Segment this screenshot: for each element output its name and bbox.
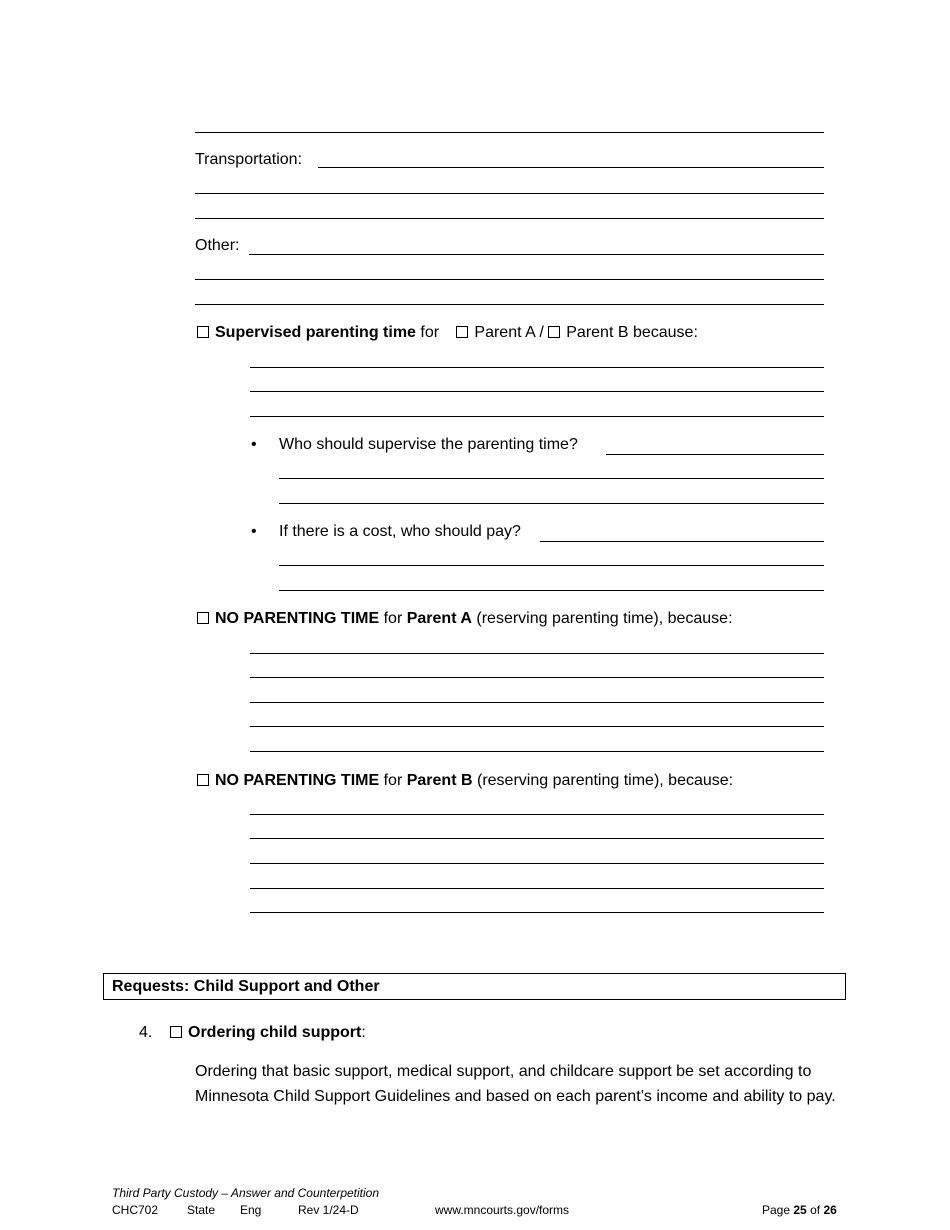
no-parenting-b-parent: Parent B xyxy=(406,772,473,789)
footer-code: CHC702 xyxy=(112,1203,159,1217)
blank-line[interactable] xyxy=(195,132,824,133)
supervisor-input-line[interactable] xyxy=(606,454,824,455)
blank-line[interactable] xyxy=(250,863,824,864)
transportation-input-line[interactable] xyxy=(318,167,824,168)
no-parenting-a-checkbox[interactable] xyxy=(197,612,209,624)
no-parenting-b-checkbox[interactable] xyxy=(197,774,209,786)
blank-line[interactable] xyxy=(250,653,824,654)
no-parenting-a-row xyxy=(197,609,733,629)
blank-line[interactable] xyxy=(279,590,824,591)
parent-b-because-label: Parent B because: xyxy=(566,324,698,341)
no-parenting-a-for: for xyxy=(383,610,403,627)
blank-line[interactable] xyxy=(195,218,824,219)
blank-line[interactable] xyxy=(250,888,824,889)
parent-b-checkbox[interactable] xyxy=(548,326,560,338)
blank-line[interactable] xyxy=(250,677,824,678)
blank-line[interactable] xyxy=(250,838,824,839)
child-support-colon: : xyxy=(361,1024,366,1041)
blank-line[interactable] xyxy=(250,416,824,417)
no-parenting-a-reason: (reserving parenting time), because: xyxy=(476,610,733,627)
child-support-title: Ordering child support xyxy=(188,1024,362,1041)
parent-a-label: Parent A / xyxy=(474,324,544,341)
other-input-line[interactable] xyxy=(249,254,824,255)
footer-page-number: 25 xyxy=(793,1203,807,1217)
footer-jurisdiction: State xyxy=(187,1203,216,1217)
section-title: Requests: Child Support and Other xyxy=(112,978,380,995)
no-parenting-b-row xyxy=(197,771,733,791)
item-number: 4. xyxy=(139,1024,153,1041)
supervised-parenting-checkbox[interactable] xyxy=(197,326,209,338)
footer-page xyxy=(762,1202,837,1218)
cost-question: If there is a cost, who should pay? xyxy=(279,523,521,540)
footer-url: www.mncourts.gov/forms xyxy=(435,1203,570,1217)
supervised-parenting-title: Supervised parenting time xyxy=(215,324,416,341)
supervised-for-label: for xyxy=(420,324,440,341)
blank-line[interactable] xyxy=(250,367,824,368)
bullet-icon: • xyxy=(251,436,257,453)
blank-line[interactable] xyxy=(250,814,824,815)
parent-a-checkbox[interactable] xyxy=(456,326,468,338)
no-parenting-b-for: for xyxy=(383,772,403,789)
blank-line[interactable] xyxy=(250,391,824,392)
footer-language: Eng xyxy=(240,1203,262,1217)
supervisor-question: Who should supervise the parenting time? xyxy=(279,436,578,453)
cost-input-line[interactable] xyxy=(540,541,824,542)
blank-line[interactable] xyxy=(195,193,824,194)
blank-line[interactable] xyxy=(250,726,824,727)
bullet-icon: • xyxy=(251,523,257,540)
footer-page-total: 26 xyxy=(823,1203,837,1217)
transportation-label: Transportation: xyxy=(195,151,303,168)
no-parenting-b-title: NO PARENTING TIME xyxy=(215,772,380,789)
footer-page-of: of xyxy=(810,1203,821,1217)
child-support-checkbox[interactable] xyxy=(170,1026,182,1038)
footer-form-title: Third Party Custody – Answer and Counterpetition xyxy=(112,1186,380,1200)
other-label: Other: xyxy=(195,237,240,254)
no-parenting-a-parent: Parent A xyxy=(406,610,472,627)
no-parenting-b-reason: (reserving parenting time), because: xyxy=(476,772,734,789)
item4-row xyxy=(170,1023,366,1043)
section-header xyxy=(103,973,846,1000)
blank-line[interactable] xyxy=(279,478,824,479)
blank-line[interactable] xyxy=(250,702,824,703)
blank-line[interactable] xyxy=(195,279,824,280)
blank-line[interactable] xyxy=(279,565,824,566)
blank-line[interactable] xyxy=(195,304,824,305)
supervised-parenting-row xyxy=(197,323,698,343)
blank-line[interactable] xyxy=(279,503,824,504)
blank-line[interactable] xyxy=(250,751,824,752)
blank-line[interactable] xyxy=(250,912,824,913)
child-support-paragraph: Ordering that basic support, medical support, and childcare support be set according to Minnesota Child Support Guidelines and based on each parent’s income and ability to pay. xyxy=(195,1063,836,1105)
no-parenting-a-title: NO PARENTING TIME xyxy=(215,610,380,627)
footer-revision: Rev 1/24-D xyxy=(298,1203,359,1217)
footer-page-prefix: Page xyxy=(762,1203,791,1217)
